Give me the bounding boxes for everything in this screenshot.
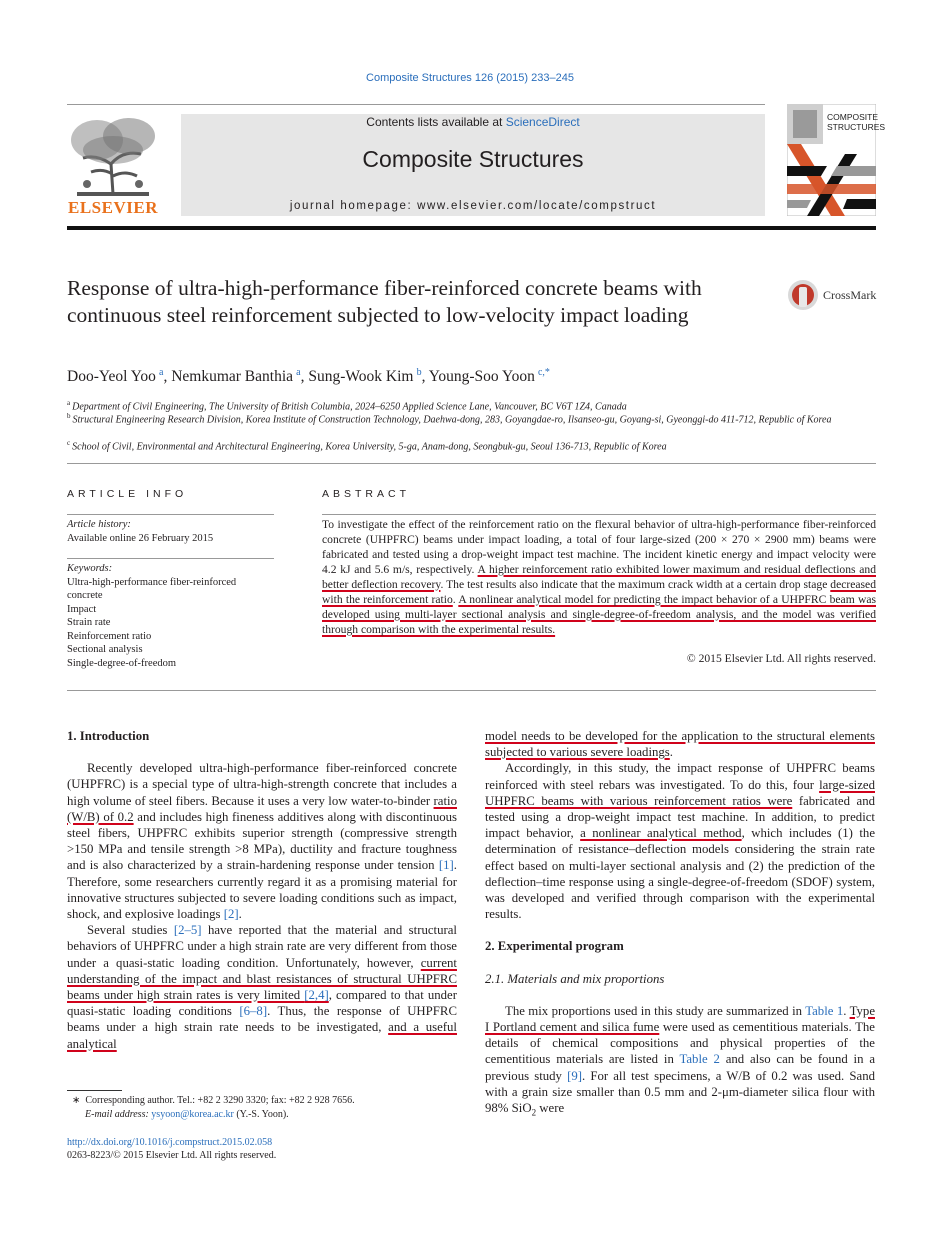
divider — [67, 690, 876, 691]
header-rule — [67, 104, 765, 105]
table-link[interactable]: Table 1 — [805, 1003, 844, 1018]
author-affiliation-mark: a — [159, 367, 164, 378]
keywords: Keywords: Ultra-high-performance fiber-reinforced concrete Impact Strain rate Reinforcement ratio Sectional analysis Single-degree-of-freedom — [67, 562, 267, 670]
paragraph: model needs to be developed for the application to the structural elements subjected to various severe loadings. — [485, 729, 875, 760]
crossmark-badge[interactable] — [787, 279, 882, 313]
author-affiliation-mark: b — [416, 367, 422, 378]
divider — [322, 514, 876, 515]
citation-link[interactable]: [9] — [567, 1068, 582, 1083]
citation-link[interactable]: [2–5] — [173, 923, 202, 938]
article-history: Article history: Available online 26 February 2015 — [67, 519, 214, 544]
keyword: Impact — [67, 603, 97, 615]
paragraph: The mix proportions used in this study are summarized in Table 1. Type I Portland cement and silica fume were used as cementitious materials. The details of chemical compositions and physical properties of the cementitious materials are listed in Table 2 and also can be found in a previous study [9]. For all test specimens, a W/B of 0.2 was used. Sand with a grain size smaller than 0.5 mm and 2-μm-diameter silica flour with 98% SiO$_2$ were — [485, 1003, 876, 1118]
highlight: A nonlinear analytical model for predicting the impact behavior of a UHPFRC beam was developed using multi-layer sectional analysis and single-degree-of-freedom analysis, and the model was verified through comparison with the experimental results. — [322, 593, 876, 636]
corresponding-author-note: ∗ Corresponding author. Tel.: +82 2 3290 3320; fax: +82 2 928 7656. — [67, 1095, 355, 1106]
sciencedirect-link[interactable]: ScienceDirect — [505, 115, 580, 129]
divider — [67, 558, 274, 559]
divider — [67, 514, 274, 515]
doi-link[interactable]: http://dx.doi.org/10.1016/j.compstruct.2015.02.058 — [67, 1137, 273, 1148]
author-name[interactable]: Young-Soo Yoon — [428, 368, 535, 386]
left-column — [67, 728, 457, 1052]
journal-title: Composite Structures — [362, 146, 584, 172]
divider — [67, 463, 876, 464]
article-info-heading: ARTICLE INFO — [67, 488, 188, 500]
highlight: A higher reinforcement ratio exhibited lower maximum and residual deflections and better deflection recovery — [322, 563, 876, 591]
highlight: decreased with the reinforcement ratio — [322, 578, 876, 606]
citation-link[interactable]: [2,4] — [304, 988, 329, 1003]
footnote-rule — [67, 1090, 122, 1091]
author-affiliation-mark: a — [296, 367, 301, 378]
email-note: E-mail address: ysyoon@korea.ac.kr (Y.-S. Yoon). — [85, 1109, 289, 1120]
affiliation: $^b$ Structural Engineering Research Division, Korea Institute of Construction Technology, Daehwa-dong, 283, Goyangdae-ro, Ilsanseo-gu, Goyang-si, Gyeonggi-do 411-712, Republic of Korea — [67, 412, 832, 426]
keyword: Single-degree-of-freedom — [67, 657, 177, 669]
issn-copyright: 0263-8223/© 2015 Elsevier Ltd. All rights reserved. — [67, 1150, 277, 1161]
journal-homepage[interactable]: journal homepage: www.elsevier.com/locate/compstruct — [289, 200, 657, 212]
abstract-text: To investigate the effect of the reinforcement ratio on the flexural behavior of ultra-high-performance fiber-reinforced concrete (UHPFRC) beams under impact loading, a total of four large-sized (200 × 270 × 2900 mm) beams were fabricated and tested using a drop-weight impact test machine. The incident kinetic energy and impact velocity were 4.2 kJ and 5.6 m/s, respectively. A higher reinforcement ratio exhibited lower maximum and residual deflections and better deflection recovery. The test results also indicate that the maximum crack width at a certain drop stage decreased with the reinforcement ratio. A nonlinear analytical model for predicting the impact behavior of a UHPFRC beam was developed using multi-layer sectional analysis and single-degree-of-freedom analysis, and the model was verified through comparison with the experimental results. — [322, 518, 876, 636]
abstract-heading: ABSTRACT — [322, 488, 411, 500]
crossmark-label: CrossMark — [823, 288, 877, 302]
keyword: Ultra-high-performance fiber-reinforced concrete — [67, 576, 237, 601]
article-title: Response of ultra-high-performance fiber-reinforced concrete beams with continuous steel reinforcement subjected to low-velocity impact loading — [67, 276, 702, 327]
author-name[interactable]: Nemkumar Banthia — [171, 368, 294, 386]
author-name[interactable]: Sung-Wook Kim — [308, 368, 414, 386]
citation-link[interactable]: [6–8] — [239, 1004, 268, 1019]
keyword: Reinforcement ratio — [67, 630, 152, 642]
keyword: Strain rate — [67, 617, 111, 628]
cover-title: COMPOSITE STRUCTURES — [827, 112, 886, 132]
citation-link[interactable]: [2] — [223, 907, 239, 922]
publisher-name: ELSEVIER — [68, 198, 158, 217]
paragraph: Accordingly, in this study, the impact response of UHPFRC beams reinforced with steel rebars was investigated. To do this, four large-sized UHPFRC beams with various reinforcement ratios were fabricated and tested using a drop-weight impact test machine. In addition, to predict impact behavior, a nonlinear analytical method, which includes (1) the determination of resistance–deflection models considering the strain rate effect based on multi-layer sectional analysis and (2) the prediction of the deflection–time response using a single-degree-of-freedom (SDOF) system, was developed and verified through comparison with the experimental results. — [485, 761, 875, 922]
journal-banner — [181, 114, 765, 216]
section-heading: 1. Introduction — [67, 729, 150, 743]
keyword: Sectional analysis — [67, 644, 143, 655]
citation-link[interactable]: [1] — [438, 858, 454, 873]
table-link[interactable]: Table 2 — [679, 1052, 720, 1067]
journal-cover-thumbnail — [787, 104, 886, 216]
right-column — [485, 728, 875, 1121]
affiliation: $^c$ School of Civil, Environmental and Architectural Engineering, Korea University, 5-ga, Anam-dong, Seongbuk-gu, Seoul 136-713, Republic of Korea — [67, 439, 667, 453]
author-affiliation-mark: c,* — [537, 367, 550, 378]
paragraph: Several studies [2–5] have reported that the material and structural behaviors of UHPFRC under a high strain rate are very different from those under a quasi-static loading condition. Unfortunately, however, current understanding of the impact and blast resistances of structural UHPFRC beams under high strain rates is very limited [2,4], compared to that under quasi-static loading conditions [6–8]. Thus, the response of UHPFRC beams under a high strain rate needs to be investigated, and a useful analytical — [67, 923, 457, 1051]
abstract-copyright: © 2015 Elsevier Ltd. All rights reserved. — [686, 652, 876, 665]
header-thick-rule — [67, 226, 876, 230]
email-link[interactable]: ysyoon@korea.ac.kr — [151, 1109, 234, 1120]
subsection-heading: 2.1. Materials and mix proportions — [485, 971, 665, 986]
section-heading: 2. Experimental program — [485, 939, 624, 954]
author-list: Doo-Yeol Yoo $^a$, Nemkumar Banthia $^a$, Sung-Wook Kim $^b$, Young-Soo Yoon $^{c,*}$ — [67, 367, 550, 386]
crossmark-icon — [787, 279, 819, 313]
paragraph: Recently developed ultra-high-performance fiber-reinforced concrete (UHPFRC) is a special type of ultra-high-strength concrete that includes a high volume of steel fibers. Because it uses a very low water-to-binder ratio (W/B) of 0.2 and includes high fineness additives along with discontinuous steel fibers, UHPFRC exhibits superior strength (compressive strength >150 MPa and tensile strength >8 MPa), ductility and fracture toughness and is also characterized by a strain-hardening response under tension [1]. Therefore, some researchers currently regard it as a promising material for innovative structures subjected to severe loading conditions such as impact, shock, and explosive loadings [2]. — [67, 761, 457, 922]
contents-line: Contents lists available at ScienceDirect — [366, 115, 580, 129]
journal-reference[interactable]: Composite Structures 126 (2015) 233–245 — [366, 72, 574, 84]
affiliation: $^a$ Department of Civil Engineering, The University of British Columbia, 2024–6250 Applied Science Lane, Vancouver, BC V6T 1Z4, Canada — [67, 399, 627, 413]
author-name[interactable]: Doo-Yeol Yoo — [67, 368, 156, 386]
